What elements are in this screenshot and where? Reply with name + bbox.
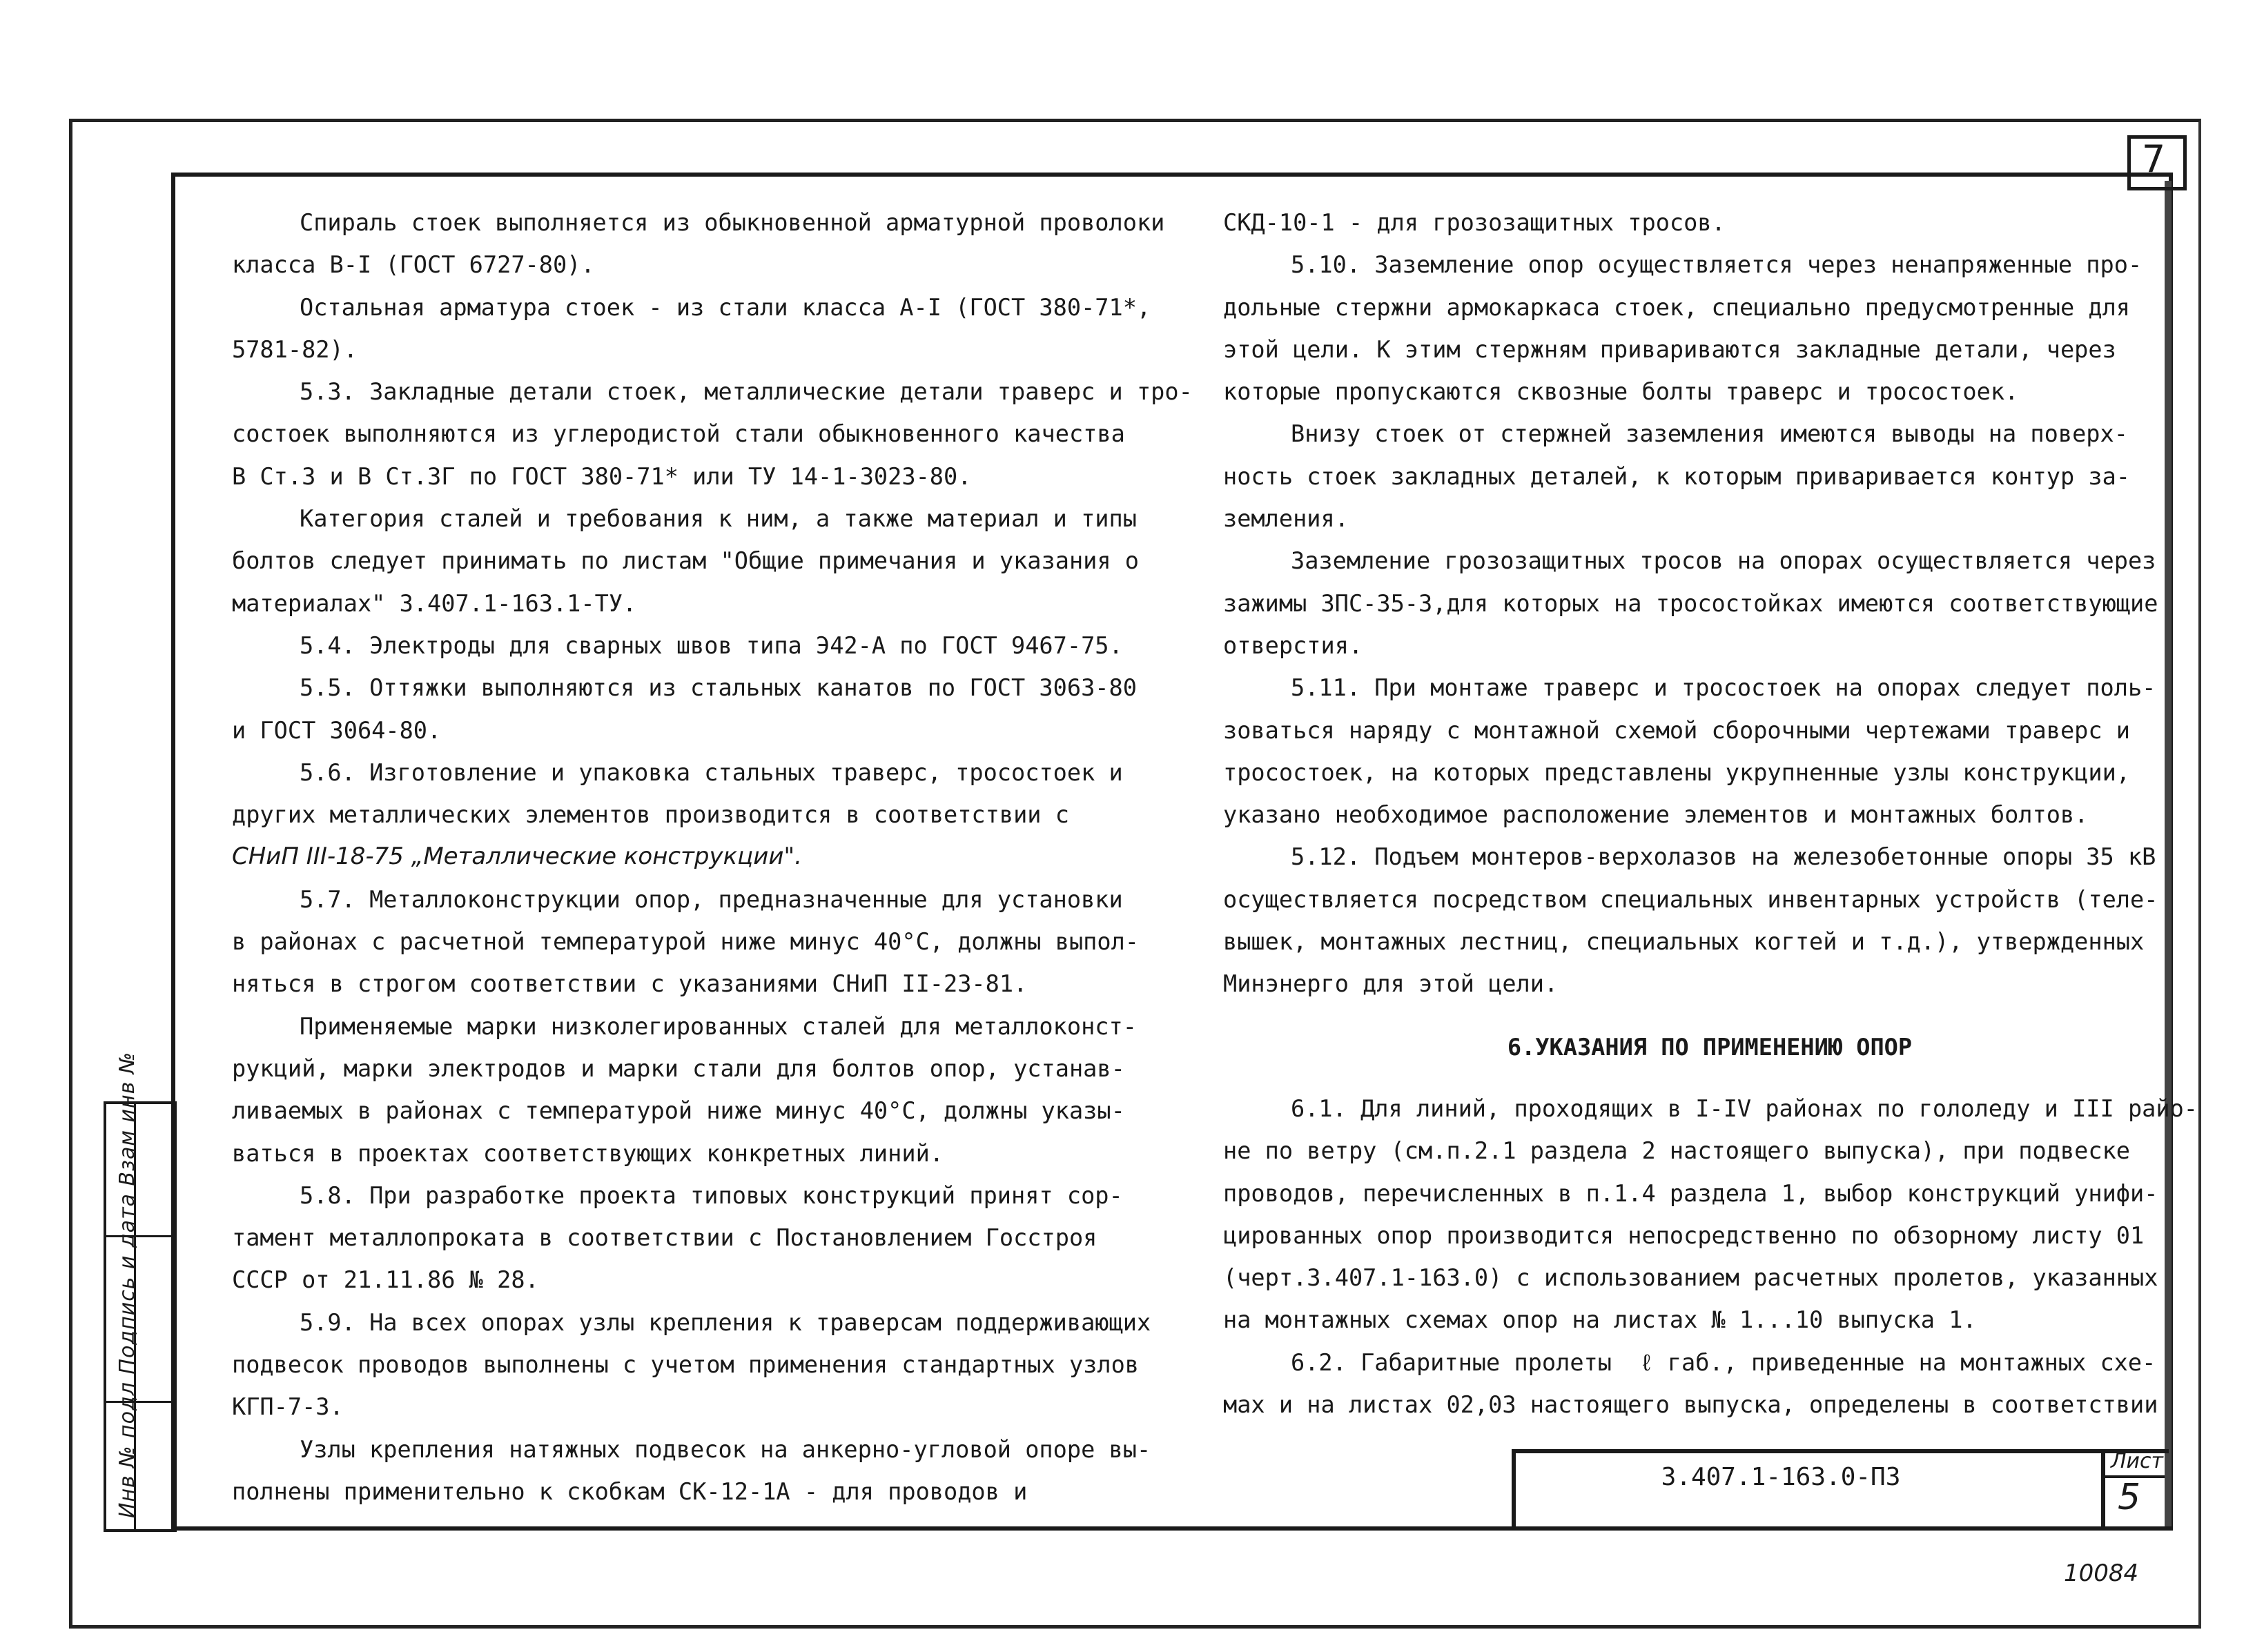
text-line: 6.1. Для линий, проходящих в I-IV районах по гололеду и III райо- — [1291, 1094, 2198, 1122]
text-line: цированных опор производится непосредственно по обзорному листу 01 — [1223, 1221, 2145, 1249]
text-line: этой цели. К этим стержням привариваются закладные детали, через — [1223, 335, 2116, 363]
text-line: ность стоек закладных деталей, к которым приваривается контур за- — [1223, 462, 2131, 490]
text-line: зоваться наряду с монтажной схемой сборочными чертежами траверс и — [1223, 716, 2131, 744]
text-line: КГП-7-3. — [232, 1393, 344, 1421]
text-line: класса В-I (ГОСТ 6727-80). — [232, 251, 595, 279]
right-text-column — [1223, 201, 2198, 1426]
sheet-label: Лист — [2111, 1449, 2164, 1473]
text-line: осуществляется посредством специальных инвентарных устройств (теле- — [1223, 885, 2158, 913]
text-line: которые пропускаются сквозные болты траверс и тросостоек. — [1223, 378, 2019, 406]
text-line: Минэнерго для этой цели. — [1223, 970, 1559, 998]
text-line: подвесок проводов выполнены с учетом применения стандартных узлов — [232, 1351, 1140, 1379]
text-line: отверстия. — [1223, 631, 1363, 659]
text-line: 5.3. Закладные детали стоек, металлические детали траверс и тро- — [300, 378, 1193, 406]
text-line: болтов следует принимать по листам "Общие примечания и указания о — [232, 547, 1140, 575]
text-line: 5.5. Оттяжки выполняются из стальных канатов по ГОСТ 3063-80 — [300, 674, 1137, 702]
text-line: на монтажных схемах опор на листах № 1...10 выпуска 1. — [1223, 1306, 1977, 1334]
text-line: Спираль стоек выполняется из обыкновенной арматурной проволоки — [300, 209, 1165, 236]
side-stamp-text: Инв № подл Подпись и дата Взам инв № — [115, 1051, 139, 1518]
archive-number: 10084 — [2064, 1560, 2139, 1587]
text-line: (черт.3.407.1-163.0) с использованием расчетных пролетов, указанных — [1223, 1264, 2158, 1292]
text-line: няться в строгом соответствии с указаниями СНиП II-23-81. — [232, 970, 1028, 998]
stamp-divider — [2101, 1449, 2105, 1526]
left-text-column — [232, 201, 1212, 1513]
text-line: зажимы ЗПС-35-3,для которых на тросостойках имеются соответствующие — [1223, 589, 2158, 617]
section-title: 6.УКАЗАНИЯ ПО ПРИМЕНЕНИЮ ОПОР — [1507, 1033, 1913, 1061]
text-line: 5.8. При разработке проекта типовых конструкций принят сор- — [300, 1181, 1123, 1209]
text-line: материалах" 3.407.1-163.1-ТУ. — [232, 589, 637, 617]
text-line: 5.11. При монтаже траверс и тросостоек на опорах следует поль- — [1291, 674, 2156, 702]
handwritten-line: СНиП III-18-75 „Металлические конструкции". — [232, 843, 802, 871]
text-line: вышек, монтажных лестниц, специальных когтей и т.д.), утвержденных — [1223, 928, 2145, 956]
text-line: 5781-82). — [232, 335, 358, 363]
text-line: СКД-10-1 - для грозозащитных тросов. — [1223, 209, 1726, 236]
text-line: 6.2. Габаритные пролеты ℓ габ., приведенные на монтажных схе- — [1291, 1348, 2156, 1376]
text-line: В Ст.3 и В Ст.3Г по ГОСТ 380-71* или ТУ 14-1-3023-80. — [232, 462, 972, 490]
text-line: 5.6. Изготовление и упаковка стальных траверс, тросостоек и — [300, 758, 1123, 786]
text-line: других металлических элементов производится в соответствии с — [232, 801, 1069, 829]
text-line: Остальная арматура стоек - из стали класса А-I (ГОСТ 380-71*, — [300, 293, 1151, 321]
text-line: 5.7. Металлоконструкции опор, предназначенные для установки — [300, 885, 1123, 913]
text-line: 5.10. Заземление опор осуществляется через ненапряженные про- — [1291, 251, 2143, 279]
text-line: дольные стержни армокаркаса стоек, специально предусмотренные для — [1223, 293, 2131, 321]
document-code: 3.407.1-163.0-ПЗ — [1661, 1463, 1901, 1491]
text-line: СССР от 21.11.86 № 28. — [232, 1266, 539, 1294]
text-line: Категория сталей и требования к ним, а также материал и типы — [300, 505, 1137, 533]
text-line: 5.9. На всех опорах узлы крепления к траверсам поддерживающих — [300, 1308, 1151, 1336]
side-stamp-block — [104, 1051, 177, 1532]
text-line: ливаемых в районах с температурой ниже минус 40°С, должны указы- — [232, 1097, 1125, 1125]
text-line: 5.12. Подъем монтеров-верхолазов на железобетонные опоры 35 кВ — [1291, 843, 2156, 871]
text-line: тамент металлопроката в соответствии с Постановлением Госстроя — [232, 1224, 1097, 1252]
text-line: проводов, перечисленных в п.1.4 раздела 1, выбор конструкций унифи- — [1223, 1179, 2158, 1207]
sheet-page-number: 5 — [2118, 1477, 2141, 1518]
text-line: 5.4. Электроды для сварных швов типа Э42-А по ГОСТ 9467-75. — [300, 631, 1123, 659]
frame-edge — [2165, 181, 2172, 1526]
text-line: указано необходимое расположение элементов и монтажных болтов. — [1223, 801, 2089, 829]
text-line: в районах с расчетной температурой ниже минус 40°С, должны выпол- — [232, 928, 1140, 956]
text-line: тросостоек, на которых представлены укрупненные узлы конструкции, — [1223, 758, 2131, 786]
text-line: Применяемые марки низколегированных сталей для металлоконст- — [300, 1012, 1137, 1040]
text-line: не по ветру (см.п.2.1 раздела 2 настоящего выпуска), при подвеске — [1223, 1137, 2131, 1165]
text-line: Внизу стоек от стержней заземления имеются выводы на поверх- — [1291, 420, 2128, 448]
text-line: рукций, марки электродов и марки стали для болтов опор, устанав- — [232, 1054, 1125, 1082]
text-line: и ГОСТ 3064-80. — [232, 716, 442, 744]
text-line: земления. — [1223, 505, 1349, 533]
text-line: полнены применительно к скобкам СК-12-1А - для проводов и — [232, 1477, 1028, 1505]
sheet-number: 7 — [2141, 137, 2166, 181]
text-line: мах и на листах 02,03 настоящего выпуска, определены в соответствии — [1223, 1391, 2158, 1419]
text-line: ваться в проектах соответствующих конкретных линий. — [232, 1139, 944, 1167]
text-line: Заземление грозозащитных тросов на опорах осуществляется через — [1291, 547, 2156, 575]
text-line: состоек выполняются из углеродистой стали обыкновенного качества — [232, 420, 1125, 448]
text-line: Узлы крепления натяжных подвесок на анкерно-угловой опоре вы- — [300, 1435, 1151, 1463]
